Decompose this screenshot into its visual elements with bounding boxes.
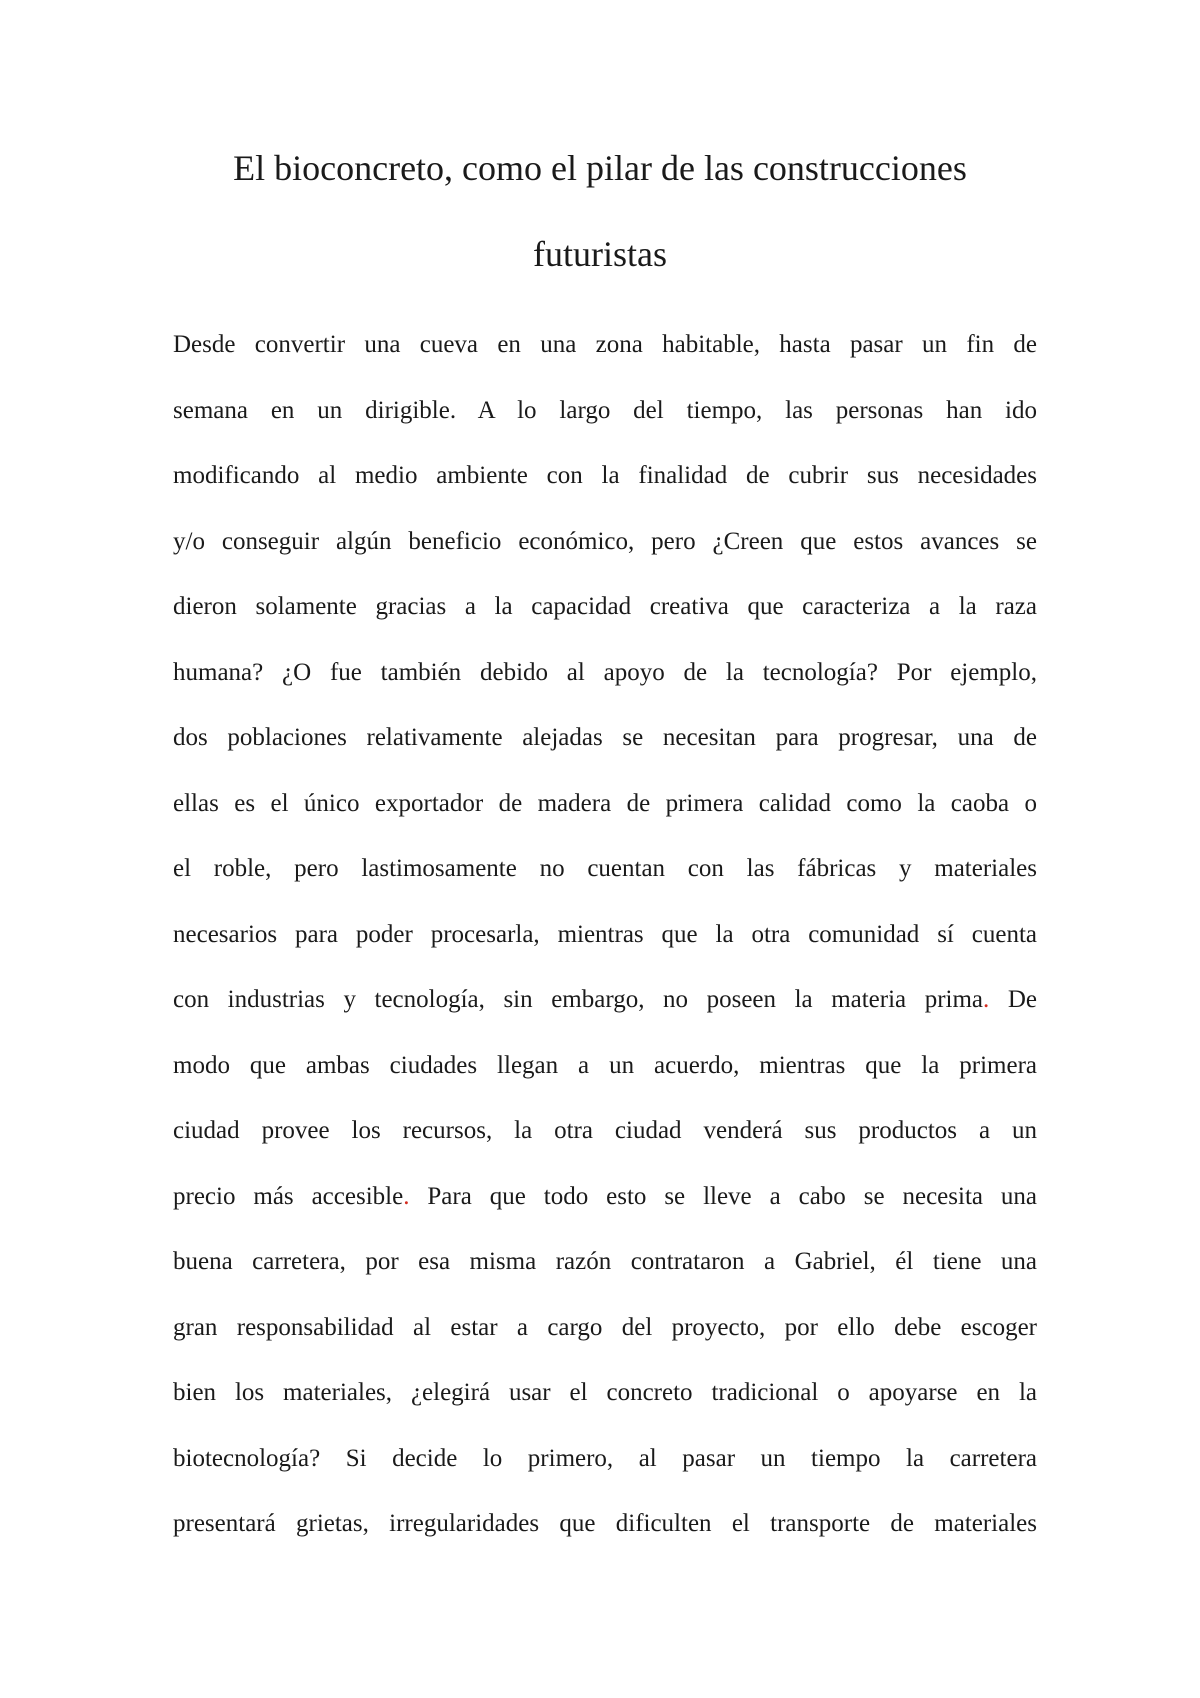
paragraph-line: necesarios para poder procesarla, mientras que la otra comunidad sí cuenta bbox=[173, 920, 1037, 948]
paragraph-line: gran responsabilidad al estar a cargo del proyecto, por ello debe escoger bbox=[173, 1313, 1037, 1341]
paragraph-line: presentará grietas, irregularidades que dificulten el transporte de materiales bbox=[173, 1510, 1037, 1537]
line-segment: Para que todo esto se lleve a cabo se necesita una bbox=[409, 1182, 1038, 1210]
highlighted-period: . bbox=[403, 1182, 410, 1210]
paragraph-line bbox=[173, 967, 1037, 1033]
title-line: futuristas bbox=[533, 234, 667, 274]
paragraph-line: bien los materiales, ¿elegirá usar el concreto tradicional o apoyarse en la bbox=[173, 1379, 1037, 1406]
paragraph-line: humana? ¿O fue también debido al apoyo de la tecnología? Por ejemplo, bbox=[173, 658, 1037, 686]
line-segment: con industrias y tecnología, sin embargo, no poseen la materia prima bbox=[173, 986, 984, 1013]
highlighted-period: . bbox=[983, 986, 990, 1013]
paragraph-line: biotecnología? Si decide lo primero, al pasar un tiempo la carretera bbox=[173, 1444, 1037, 1472]
paragraph-line: y/o conseguir algún beneficio económico, pero ¿Creen que estos avances se bbox=[173, 527, 1037, 555]
paragraph-line: dieron solamente gracias a la capacidad creativa que caracteriza a la raza bbox=[173, 593, 1037, 620]
line-segment: De bbox=[989, 986, 1037, 1013]
paragraph-line: el roble, pero lastimosamente no cuentan con las fábricas y materiales bbox=[173, 855, 1037, 882]
paragraph-line bbox=[173, 1164, 1037, 1230]
paragraph-line: ellas es el único exportador de madera de primera calidad como la caoba o bbox=[173, 789, 1037, 817]
paragraph-line: ciudad provee los recursos, la otra ciudad venderá sus productos a un bbox=[173, 1117, 1037, 1144]
paragraph-line: modo que ambas ciudades llegan a un acuerdo, mientras que la primera bbox=[173, 1051, 1037, 1079]
paragraph-line: dos poblaciones relativamente alejadas se necesitan para progresar, una de bbox=[173, 724, 1037, 751]
paragraph-line: buena carretera, por esa misma razón contrataron a Gabriel, él tiene una bbox=[173, 1248, 1037, 1275]
body-paragraph bbox=[173, 312, 1037, 1557]
line-segment: precio más accesible bbox=[173, 1182, 404, 1210]
title-line: El bioconcreto, como el pilar de las construcciones bbox=[233, 148, 967, 188]
paragraph-line: semana en un dirigible. A lo largo del tiempo, las personas han ido bbox=[173, 396, 1037, 424]
paragraph-line: Desde convertir una cueva en una zona habitable, hasta pasar un fin de bbox=[173, 331, 1037, 358]
paragraph-line: modificando al medio ambiente con la finalidad de cubrir sus necesidades bbox=[173, 462, 1037, 489]
document-title bbox=[160, 125, 1040, 297]
